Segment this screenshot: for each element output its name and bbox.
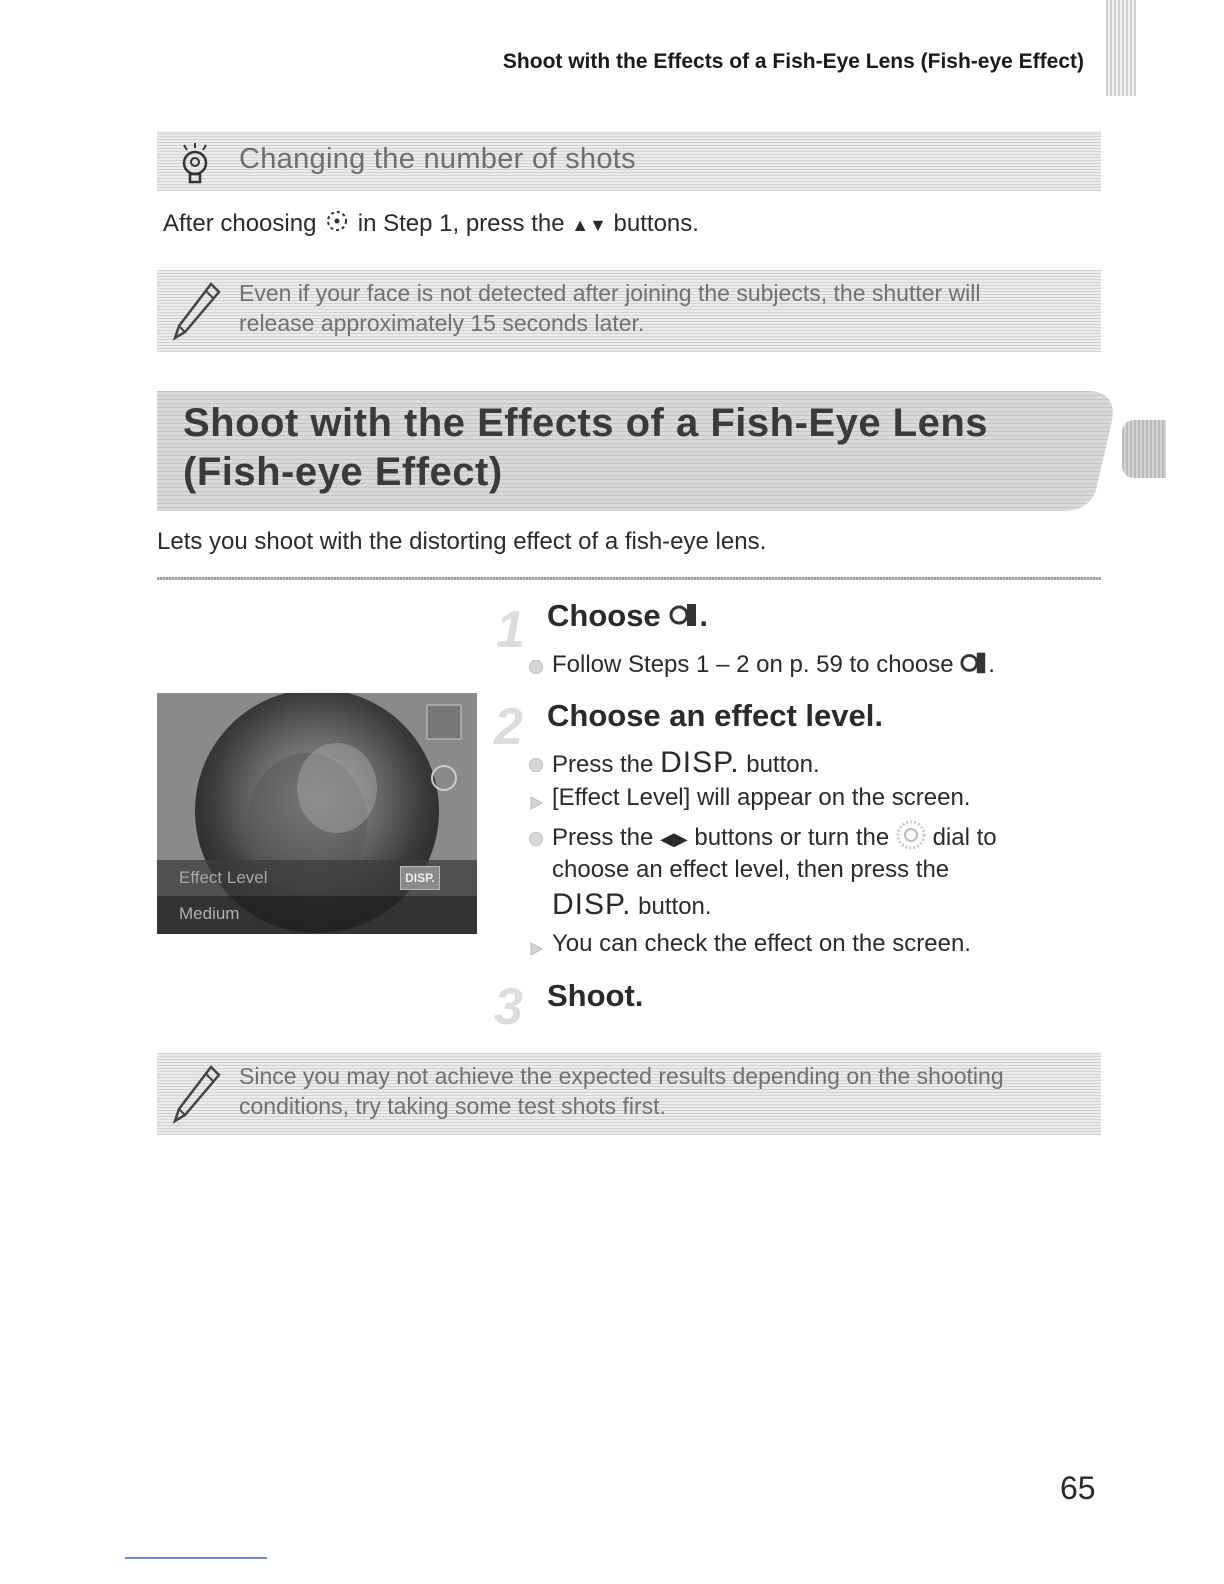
section-title-line: Shoot with the Effects of a Fish-Eye Lens bbox=[183, 401, 989, 445]
step-text: button. bbox=[638, 893, 712, 920]
note-line: conditions, try taking some test shots first. bbox=[239, 1093, 666, 1119]
divider bbox=[157, 577, 1101, 580]
fish-eye-mode-icon bbox=[669, 600, 699, 636]
step-title: Shoot. bbox=[547, 978, 644, 1013]
tip-heading-bar bbox=[157, 131, 1101, 191]
tip-text-after: buttons. bbox=[613, 209, 699, 237]
step-title bbox=[547, 598, 708, 636]
effect-level-label: Effect Level bbox=[179, 868, 268, 887]
page-number: 65 bbox=[1060, 1470, 1096, 1506]
step-2-line bbox=[552, 746, 820, 780]
step-text: button. bbox=[746, 751, 820, 778]
step-number: 1 bbox=[496, 601, 525, 659]
pencil-icon bbox=[171, 1063, 221, 1130]
running-header: Shoot with the Effects of a Fish-Eye Lens (Fish-eye Effect) bbox=[502, 50, 1084, 73]
self-timer-icon bbox=[323, 208, 351, 241]
edge-thumb-tab bbox=[1106, 0, 1136, 96]
disp-button-label: DISP. bbox=[660, 746, 740, 779]
step-2-line: choose an effect level, then press the bbox=[552, 856, 950, 883]
fish-eye-mode-icon bbox=[960, 648, 988, 683]
tip-instruction bbox=[163, 208, 699, 241]
chapter-thumb-tab bbox=[1122, 420, 1166, 478]
disp-button-label: DISP. bbox=[552, 888, 632, 921]
effect-level-value: Medium bbox=[179, 904, 240, 923]
result-arrow-icon bbox=[528, 790, 544, 818]
left-right-arrows-icon: ◀▶ bbox=[660, 829, 688, 849]
step-2-line bbox=[552, 888, 712, 922]
tip-text-before: After choosing bbox=[163, 209, 317, 237]
note-text-top bbox=[239, 278, 1089, 338]
step-title-text: Choose bbox=[547, 598, 661, 633]
step-text: You can check the effect on the screen. bbox=[552, 930, 971, 957]
control-dial-icon bbox=[896, 820, 926, 857]
lightbulb-icon bbox=[171, 143, 219, 192]
step-text: Follow Steps 1 – 2 on p. 59 to choose bbox=[552, 651, 954, 678]
tip-text-middle: in Step 1, press the bbox=[357, 209, 565, 237]
footer-link-line bbox=[125, 1557, 267, 1559]
step-2-line bbox=[552, 930, 971, 958]
step-title: Choose an effect level. bbox=[547, 698, 883, 733]
note-line: release approximately 15 seconds later. bbox=[239, 310, 645, 336]
section-title bbox=[183, 399, 1113, 497]
up-down-arrows-icon: ▲▼ bbox=[571, 214, 607, 235]
step-number: 2 bbox=[494, 698, 523, 756]
step-1-line bbox=[552, 648, 995, 683]
note-box-top bbox=[157, 270, 1101, 352]
step-text: Press the bbox=[552, 824, 654, 851]
step-text-suffix: . bbox=[988, 651, 995, 678]
note-line: Since you may not achieve the expected results depending on the shooting bbox=[239, 1063, 1004, 1089]
camera-screen-image bbox=[157, 693, 477, 934]
pencil-icon bbox=[171, 280, 221, 347]
section-heading bbox=[157, 391, 1117, 511]
disp-badge: DISP. bbox=[400, 866, 440, 890]
bullet-icon bbox=[528, 654, 544, 682]
bullet-icon bbox=[528, 752, 544, 780]
step-2-line bbox=[552, 820, 997, 857]
step-text: dial to bbox=[932, 824, 997, 851]
step-title-suffix: . bbox=[699, 598, 708, 633]
note-line: Even if your face is not detected after joining the subjects, the shutter will bbox=[239, 280, 981, 306]
bullet-icon bbox=[528, 826, 544, 854]
section-intro: Lets you shoot with the distorting effect of a fish-eye lens. bbox=[157, 528, 767, 555]
section-title-line: (Fish-eye Effect) bbox=[183, 450, 503, 494]
step-text: [Effect Level] will appear on the screen. bbox=[552, 784, 971, 811]
note-text-bottom bbox=[239, 1061, 1089, 1121]
step-text: buttons or turn the bbox=[694, 824, 890, 851]
step-text: Press the bbox=[552, 751, 654, 778]
step-number: 3 bbox=[494, 978, 523, 1036]
result-arrow-icon bbox=[528, 936, 544, 964]
note-box-bottom bbox=[157, 1053, 1101, 1135]
step-2-line bbox=[552, 784, 970, 812]
tip-title: Changing the number of shots bbox=[239, 143, 636, 175]
